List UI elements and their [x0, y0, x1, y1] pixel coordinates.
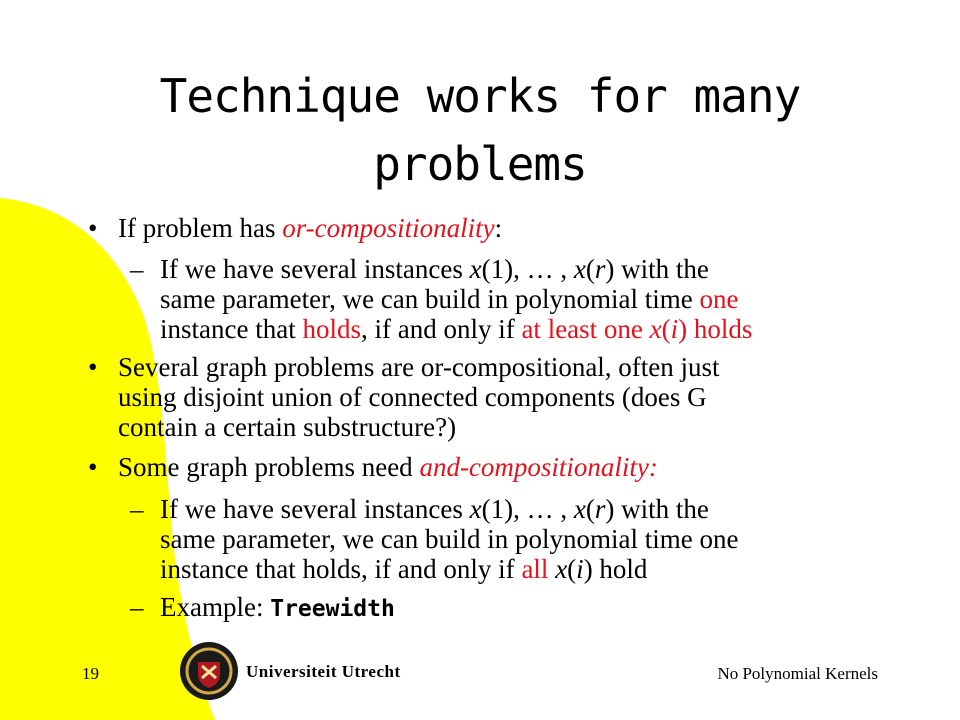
- var-i: i: [670, 314, 679, 344]
- treewidth-term: Treewidth: [270, 596, 395, 622]
- var-x: x: [573, 254, 586, 284]
- sub-and-definition-line-1: [160, 494, 900, 524]
- sub-or-definition-line-2: [160, 284, 900, 314]
- var-x: x: [469, 254, 482, 284]
- bullet-graph-problems-line-2: using disjoint union of connected components (does G: [118, 382, 707, 412]
- highlight-at-least-one: at least one: [521, 314, 650, 344]
- bullet-marker: •: [88, 452, 98, 482]
- text: (: [585, 494, 595, 524]
- university-seal-icon: [178, 640, 240, 702]
- text: instance that holds, if and only if: [160, 554, 522, 584]
- title-line-1: Technique works for many: [159, 69, 801, 123]
- title-line-2: problems: [373, 137, 587, 191]
- bullet-colon: :: [494, 213, 503, 243]
- dash-marker: –: [130, 494, 144, 524]
- text: ) hold: [583, 554, 648, 584]
- var-x: x: [469, 494, 482, 524]
- text: ) with the: [605, 254, 709, 284]
- text: If we have several instances: [160, 494, 470, 524]
- var-r: r: [594, 494, 606, 524]
- text: ) with the: [605, 494, 709, 524]
- text: (: [567, 554, 577, 584]
- bullet-graph-problems-line-3: contain a certain substructure?): [118, 412, 457, 442]
- text: ) holds: [678, 314, 753, 344]
- var-x: x: [573, 494, 586, 524]
- sub-or-definition-line-1: [160, 254, 900, 284]
- bullet-and-compositionality: [118, 452, 898, 482]
- or-compositionality-term: or-compositionality: [282, 213, 495, 243]
- presentation-title: No Polynomial Kernels: [717, 664, 878, 683]
- text: (1), … ,: [481, 254, 574, 284]
- university-name: Universiteit Utrecht: [246, 662, 401, 681]
- highlight-all: all: [521, 554, 549, 584]
- bullet-marker: •: [88, 213, 98, 243]
- text: , if and only if: [360, 314, 522, 344]
- bullet-graph-problems-line-1: Several graph problems are or-compositional, often just: [118, 352, 720, 382]
- sub-and-definition-line-3: [160, 554, 900, 584]
- text: (: [661, 314, 671, 344]
- text: (1), … ,: [481, 494, 574, 524]
- var-r: r: [594, 254, 606, 284]
- bullet-text: Some graph problems need: [118, 452, 420, 482]
- text: same parameter, we can build in polynomial time: [160, 284, 700, 314]
- slide-number: 19: [82, 664, 99, 683]
- sub-or-definition-line-3: [160, 314, 900, 344]
- sub-example: [160, 592, 900, 624]
- slide-title: [60, 62, 900, 198]
- sub-and-definition-line-2: same parameter, we can build in polynomial time one: [160, 524, 739, 554]
- text: instance that: [160, 314, 303, 344]
- var-x: x: [555, 554, 568, 584]
- text: (: [585, 254, 595, 284]
- highlight-holds: holds: [302, 314, 361, 344]
- text: If we have several instances: [160, 254, 470, 284]
- highlight-one: one: [699, 284, 739, 314]
- bullet-text: If problem has: [118, 213, 283, 243]
- university-logo: [178, 640, 418, 702]
- and-compositionality-term: and-compositionality:: [419, 452, 658, 482]
- dash-marker: –: [130, 592, 144, 622]
- bullet-marker: •: [88, 352, 98, 382]
- var-x: x: [649, 314, 662, 344]
- var-i: i: [576, 554, 584, 584]
- dash-marker: –: [130, 254, 144, 284]
- text: Example:: [160, 592, 271, 622]
- bullet-or-compositionality: [118, 213, 898, 243]
